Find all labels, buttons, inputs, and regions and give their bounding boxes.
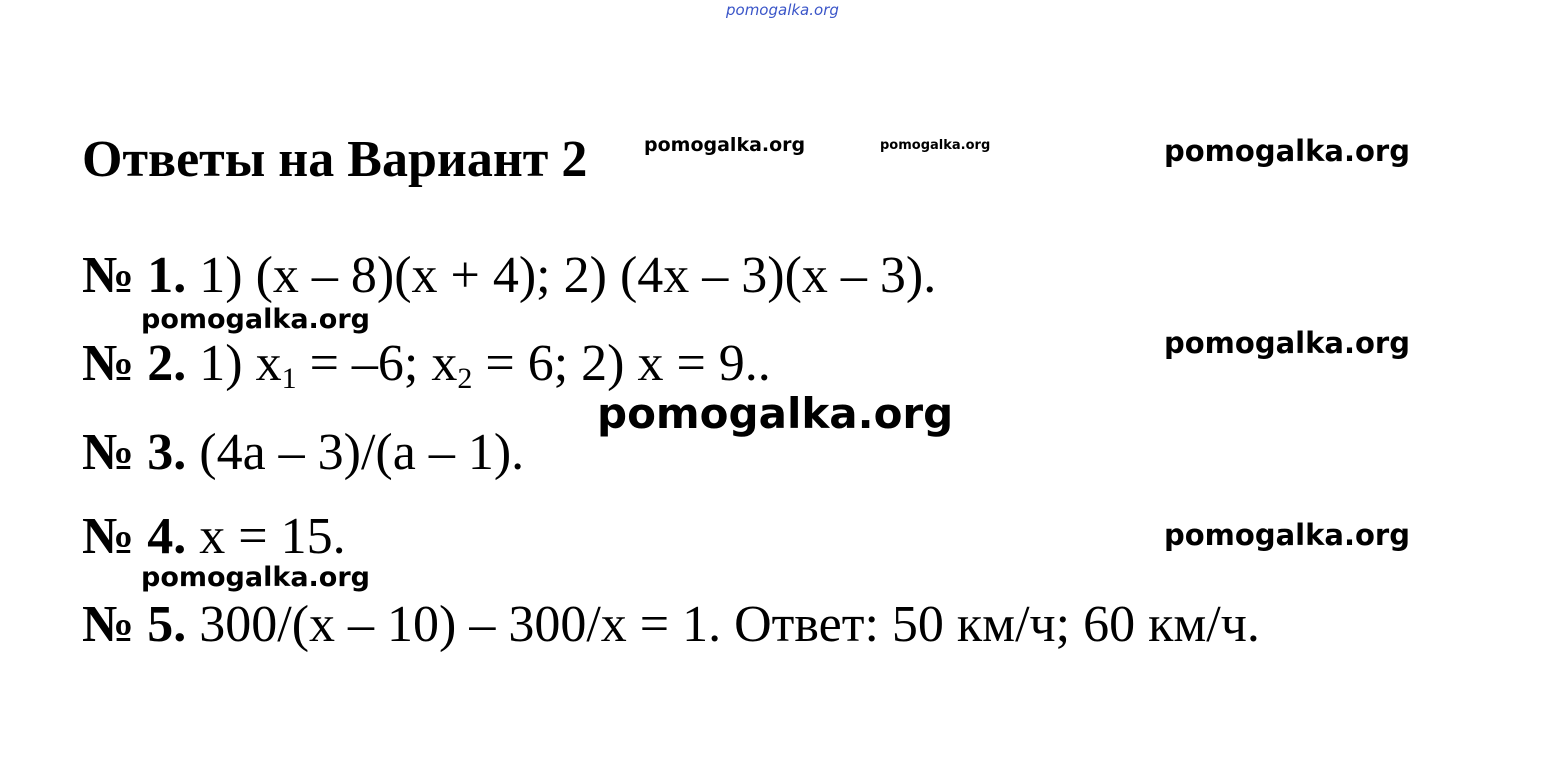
answer-2-label: № 2. [82, 335, 187, 392]
answer-2-text [199, 335, 771, 395]
answer-4-label: № 4. [82, 508, 187, 565]
answer-2-part-2: = –6; x [296, 335, 458, 392]
answer-2-part-1: 1) x [199, 335, 282, 392]
answer-3-label: № 3. [82, 424, 187, 481]
subscript-2: 2 [457, 362, 473, 395]
answer-1-text: 1) (x – 8)(x + 4); 2) (4x – 3)(x – 3). [199, 247, 937, 304]
watermark-title-tiny: pomogalka.org [880, 138, 991, 153]
answer-4 [82, 505, 346, 569]
answer-2-part-3: = 6; 2) x = 9.. [472, 335, 771, 392]
answer-5-text: 300/(x – 10) – 300/x = 1. Ответ: 50 км/ч; 60 км/ч. [199, 596, 1260, 653]
watermark-right: pomogalka.org [1164, 134, 1410, 168]
watermark-title-small: pomogalka.org [644, 134, 806, 156]
answer-1-label: № 1. [82, 247, 187, 304]
page-title: Ответы на Вариант 2 [82, 131, 588, 188]
answer-3-text: (4a – 3)/(a – 1). [199, 424, 525, 481]
answer-5-label: № 5. [82, 596, 187, 653]
answer-2 [82, 332, 771, 396]
answer-3 [82, 421, 524, 485]
answer-5 [82, 593, 1260, 657]
answer-1 [82, 244, 936, 308]
answer-4-text: x = 15. [199, 508, 346, 565]
watermark-right: pomogalka.org [1164, 326, 1410, 360]
watermark-left: pomogalka.org [141, 562, 370, 593]
watermark-top: pomogalka.org [726, 1, 839, 19]
watermark-right: pomogalka.org [1164, 518, 1410, 552]
watermark-left: pomogalka.org [141, 304, 370, 335]
subscript-1: 1 [281, 362, 297, 395]
watermark-center-large: pomogalka.org [597, 389, 954, 438]
